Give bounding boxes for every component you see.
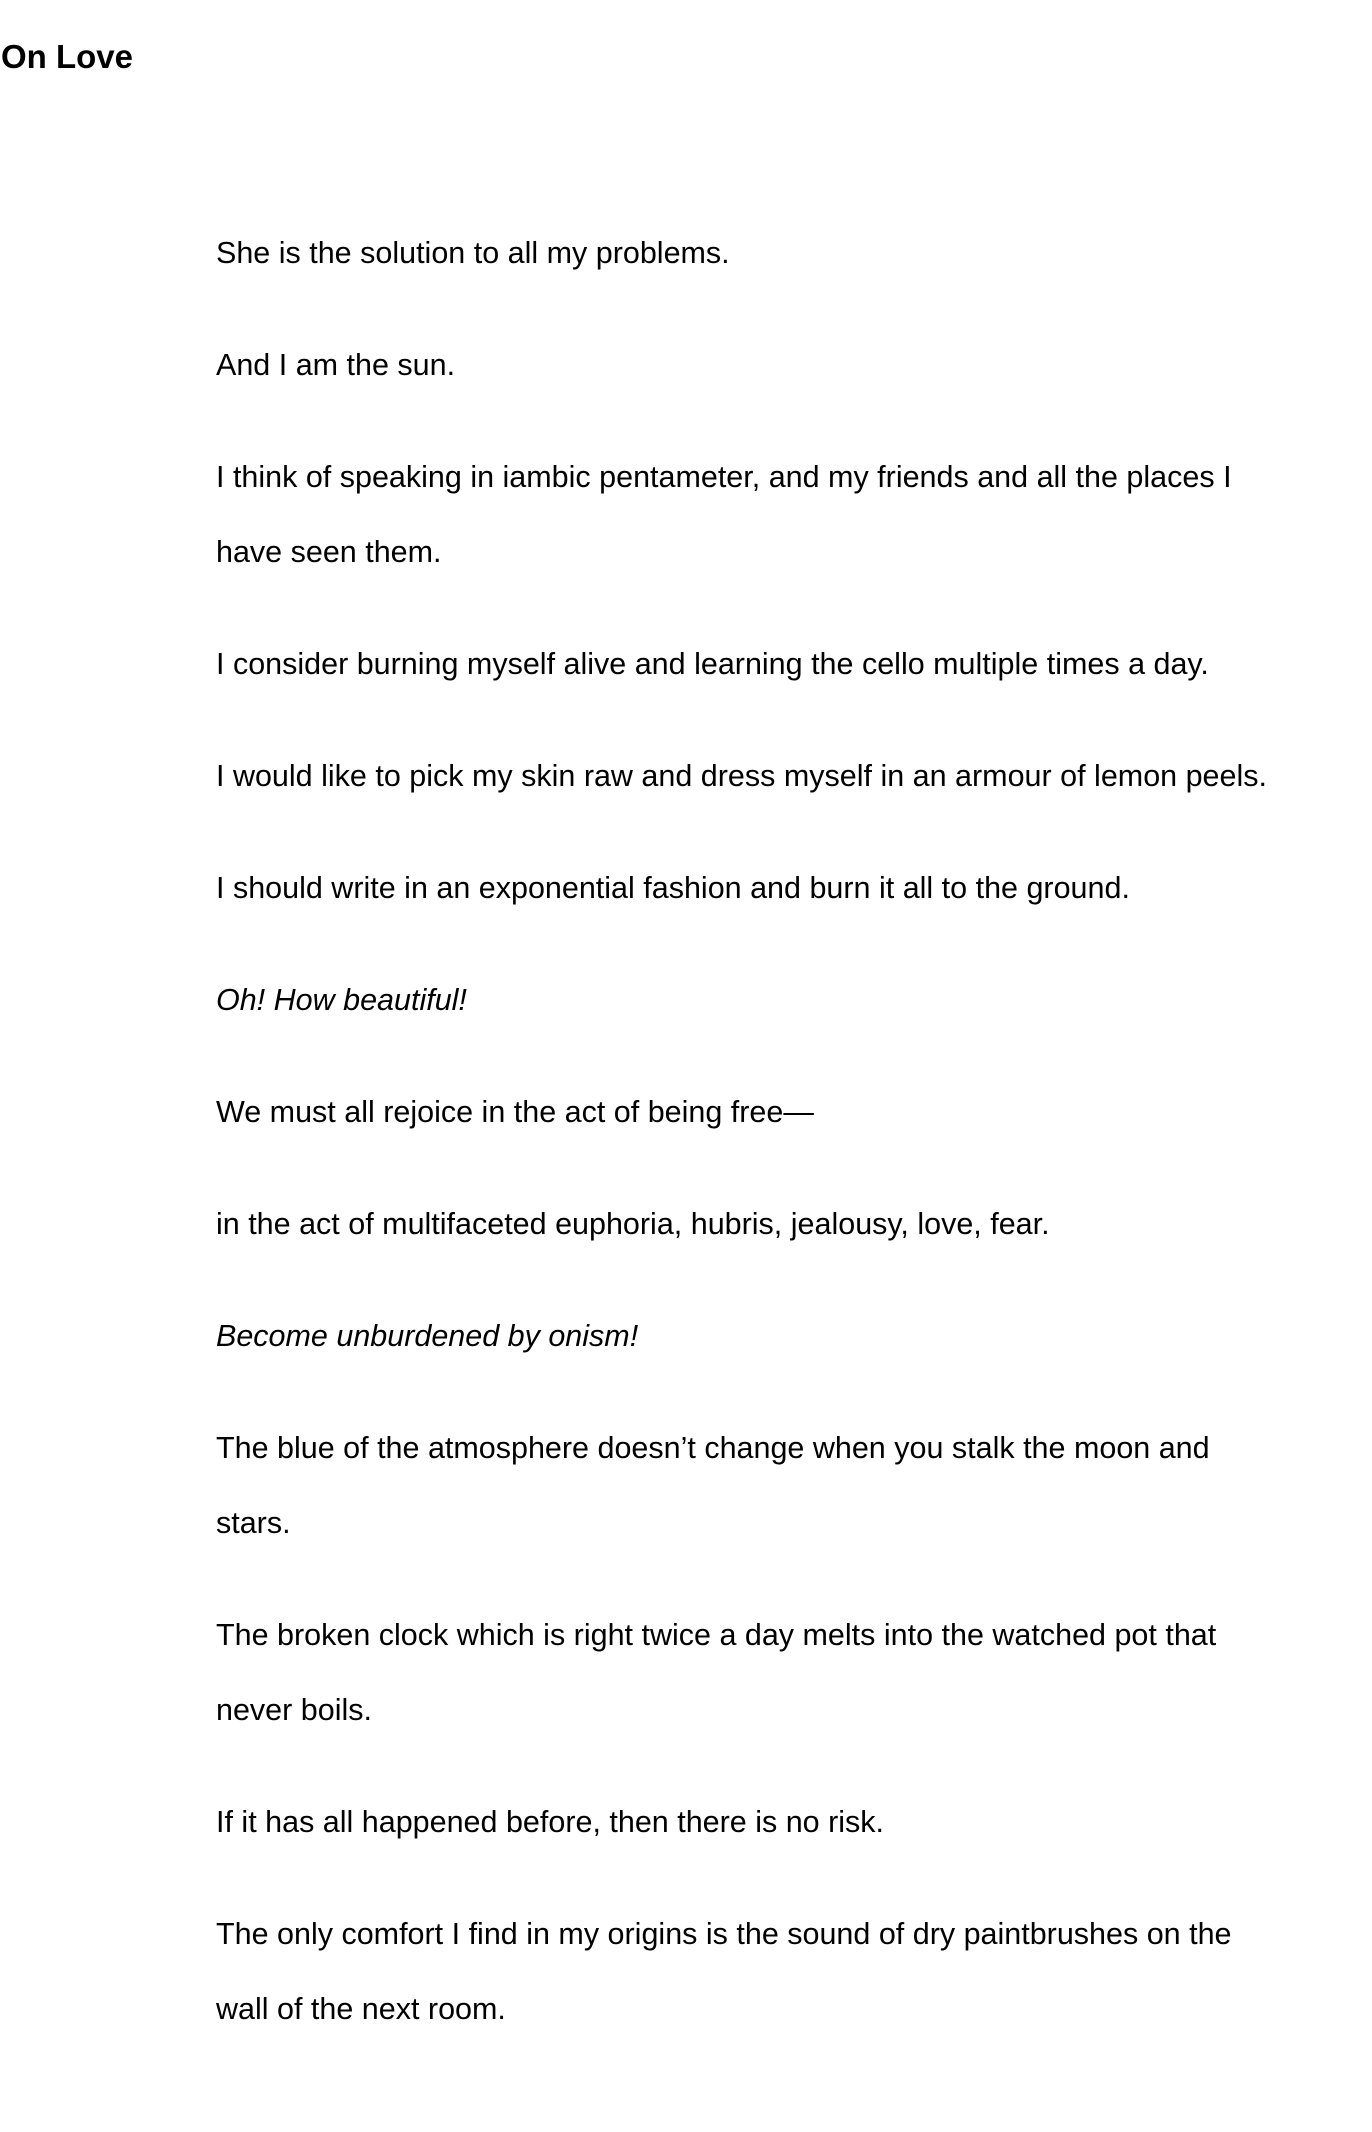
- poem-line: I would like to pick my skin raw and dress myself in an armour of lemon peels.: [216, 759, 1267, 793]
- poem-line: I think of speaking in iambic pentameter, and my friends and all the places I: [216, 460, 1232, 494]
- poem-line: The only comfort I find in my origins is the sound of dry paintbrushes on the: [216, 1917, 1232, 1951]
- poem-line: I should write in an exponential fashion and burn it all to the ground.: [216, 871, 1130, 905]
- poem-line: The blue of the atmosphere doesn’t change when you stalk the moon and: [216, 1431, 1210, 1465]
- poem-line: have seen them.: [216, 535, 442, 569]
- poem-line: never boils.: [216, 1693, 372, 1727]
- poem-line: She is the solution to all my problems.: [216, 236, 730, 270]
- poem-line: The broken clock which is right twice a day melts into the watched pot that: [216, 1618, 1217, 1652]
- page-title: On Love: [1, 38, 134, 75]
- poem-line: I consider burning myself alive and learning the cello multiple times a day.: [216, 647, 1209, 681]
- poem-line: If it has all happened before, then there is no risk.: [216, 1805, 885, 1839]
- poem-line: stars.: [216, 1506, 291, 1540]
- poem-line-italic: Become unburdened by onism!: [216, 1319, 639, 1353]
- poem-line: wall of the next room.: [216, 1992, 506, 2026]
- poem-line: And I am the sun.: [216, 348, 456, 382]
- poem-line: in the act of multifaceted euphoria, hubris, jealousy, love, fear.: [216, 1207, 1050, 1241]
- poem-line-italic: Oh! How beautiful!: [216, 983, 467, 1017]
- poem-line: We must all rejoice in the act of being free—: [216, 1095, 814, 1129]
